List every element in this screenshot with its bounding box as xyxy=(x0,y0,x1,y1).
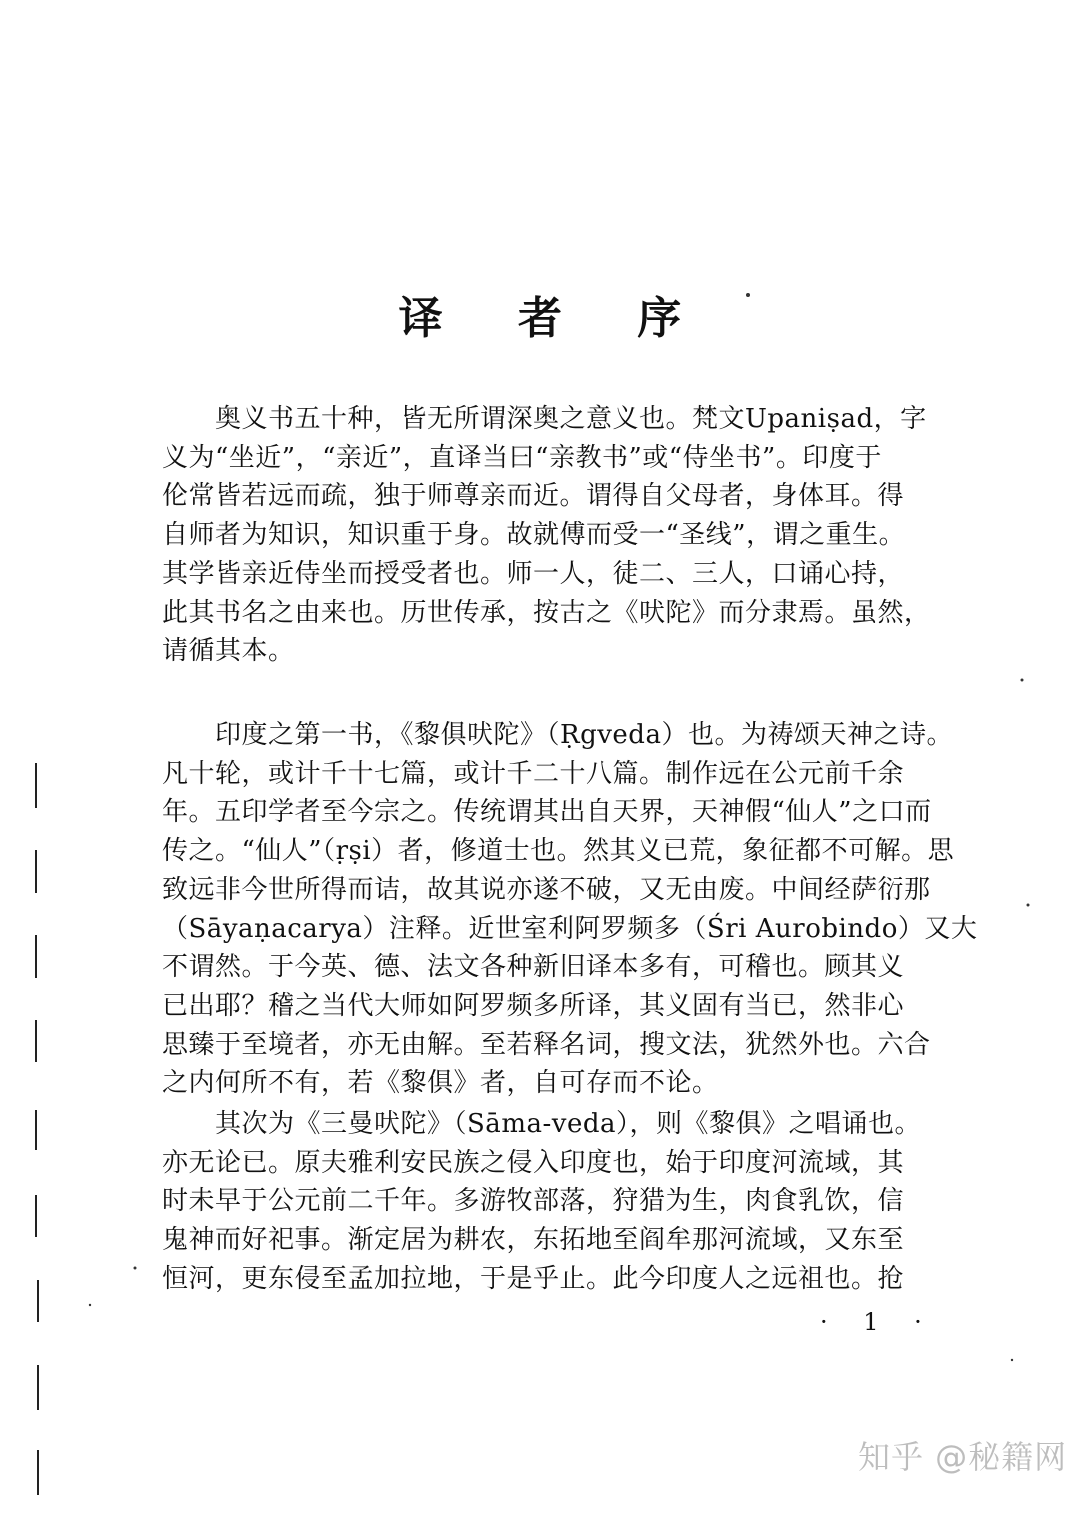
page-title: 译 者 序 xyxy=(398,293,712,344)
text-line: 致远非今世所得而诘，故其说亦遂不破，又无由废。中间经萨衍那 xyxy=(162,874,931,905)
text-line: 思臻于至境者，亦无由解。至若释名词，搜文法，犹然外也。六合 xyxy=(162,1029,931,1060)
text-line: （Sāyaṇacarya）注释。近世室利阿罗频多（Śri Aurobindo）又大 xyxy=(162,913,978,944)
paragraph-3 xyxy=(162,1105,944,1299)
scan-speck xyxy=(1011,1359,1013,1361)
text-line: 印度之第一书，《黎俱吠陀》（Ṛgveda）也。为祷颂天神之诗。 xyxy=(162,720,953,750)
page-number: · 1 · xyxy=(820,1308,936,1336)
text-line: 其学皆亲近侍坐而授受者也。师一人，徒二、三人，口诵心持， xyxy=(162,558,905,589)
text-line: 义为“坐近”，“亲近”，直译当曰“亲教书”或“侍坐书”。印度于 xyxy=(162,442,882,473)
text-line: 已出耶？稽之当代大师如阿罗频多所译，其义固有当已，然非心 xyxy=(162,990,905,1021)
text-line: 奥义书五十种，皆无所谓深奥之意义也。梵文Upaniṣad，字 xyxy=(162,404,927,434)
text-line: 伦常皆若远而疏，独于师尊亲而近。谓得自父母者，身体耳。得 xyxy=(162,481,905,512)
text-line: 传之。“仙人”（ṛṣi）者，修道士也。然其义已荒，象征都不可解。思 xyxy=(162,836,955,867)
scan-speck xyxy=(1021,679,1024,682)
paragraph-1 xyxy=(162,400,944,671)
watermark: 知乎 @秘籍网 xyxy=(858,1438,1068,1476)
text-line: 其次为《三曼吠陀》（Sāma-veda），则《黎俱》之唱诵也。 xyxy=(162,1109,921,1139)
text-line: 时未早于公元前二千年。多游牧部落，狩猎为生，肉食乳饮，信 xyxy=(162,1186,905,1217)
text-line: 亦无论已。原夫雅利安民族之侵入印度也，始于印度河流域，其 xyxy=(162,1147,905,1178)
text-line: 凡十轮，或计千十七篇，或计千二十八篇。制作远在公元前千余 xyxy=(162,758,905,789)
paragraph-2 xyxy=(162,716,978,1103)
text-line: 此其书名之由来也。历世传承，按古之《吠陀》而分隶焉。虽然， xyxy=(162,597,931,628)
text-line: 年。五印学者至今宗之。传统谓其出自天界，天神假“仙人”之口而 xyxy=(162,797,932,828)
text-line: 之内何所不有，若《黎俱》者，自可存而不论。 xyxy=(162,1068,719,1099)
text-line: 自师者为知识，知识重于身。故就傅而受一“圣线”，谓之重生。 xyxy=(162,520,906,551)
text-line: 不谓然。于今英、德、法文各种新旧译本多有，可稽也。顾其义 xyxy=(162,952,905,983)
text-line: 鬼神而好祀事。渐定居为耕农，东拓地至阎牟那河流域，又东至 xyxy=(162,1225,905,1256)
scan-speck xyxy=(134,1267,137,1270)
scan-speck xyxy=(1027,904,1030,907)
text-line: 请循其本。 xyxy=(162,636,295,667)
text-line: 恒河，更东侵至孟加拉地，于是乎止。此今印度人之远祖也。抢 xyxy=(162,1263,905,1294)
scan-speck xyxy=(89,1304,91,1306)
